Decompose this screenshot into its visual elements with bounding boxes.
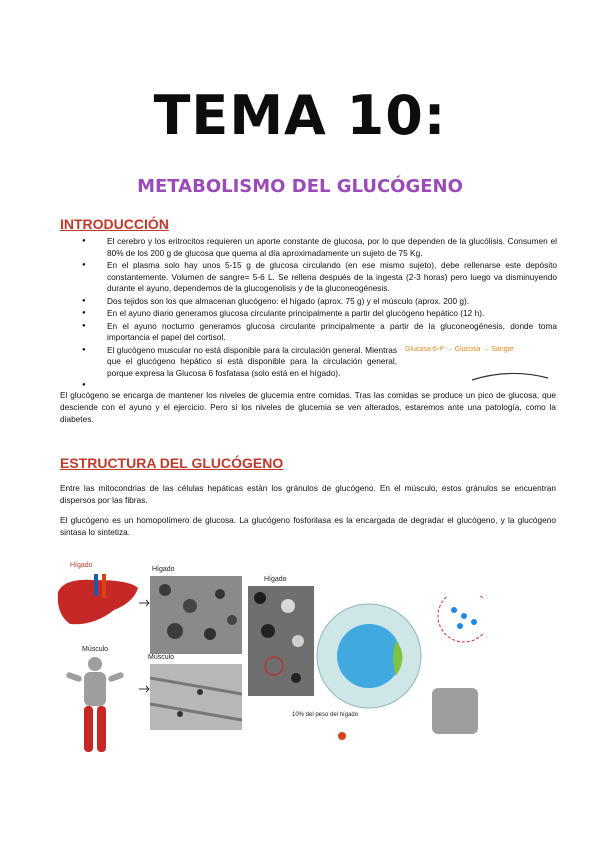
glucose-formula: Glucosa-6-P → Glucosa → Sangre [405, 346, 514, 353]
em-liver-label: Hígado [264, 576, 287, 583]
percent-label: 10% del peso del hígado [292, 712, 359, 718]
list-item: ● El cerebro y los eritrocitos requieren un aporte constante de glucosa, por lo que dependen de la glucólisis. Consumen el 80% de los 200 g de glucosa que quema al día aproximadamente un sujeto de 75 Kg. [82, 236, 557, 259]
estructura-paragraph-2: El glucógeno es un homopolímero de glucosa. La glucógeno fosforilasa es la encargada de degradar el glucógeno, y la glucógeno sintasa lo sintetiza. [60, 515, 556, 537]
list-item: ● Dos tejidos son los que almacenan glucógeno: el hígado (aprox. 75 g) y el músculo (aprox. 200 g). [82, 296, 557, 308]
list-item: ● En el ayuno nocturno generamos glucosa circulante principalmente a partir de la gluconeogénesis, donde toma importancia el papel del cortisol. [82, 321, 557, 344]
liver-micrograph-image [150, 576, 242, 654]
glycogen-figure [52, 548, 488, 760]
list-item: ● El glucógeno muscular no está disponible para la circulación general. Mientras que el glucógeno hepático si está disponible para la circulación general, porque expresa la Glucosa 6 fosfatasa (solo está en el hígado). [82, 345, 397, 380]
list-item: ● En el plasma solo hay unos 5-15 g de glucosa circulando (en ese mismo sujeto), debe rellenarse este depósito constantemente. Volumen de sangre= 5-6 L. Se rellena después de la ingesta (2-3 horas) pero luego va disminuyendo durante el ayuno, dependemos de la glucogenolisis y de la gluconeogénesis. [82, 260, 557, 295]
page-subtitle: METABOLISMO DEL GLUCÓGENO [137, 176, 463, 197]
liver-em-image [248, 586, 314, 696]
estructura-heading: ESTRUCTURA DEL GLUCÓGENO [60, 455, 284, 471]
liver-label: Hígado [70, 562, 93, 569]
liver-organ-icon [54, 574, 142, 630]
list-item: ● En el ayuno diario generamos glucosa circulante principalmente a partir del glucógeno hepático (12 h). [82, 308, 557, 320]
estructura-paragraph-1: Entre las mitocondrias de las células hepáticas están los gránulos de glucógeno. En el músculo, estos gránulos se encuentran dispersos por las fibras. [60, 483, 556, 505]
micrograph-muscle-label: Músculo [148, 654, 175, 661]
muscle-label: Músculo [82, 646, 109, 653]
intro-heading: INTRODUCCIÓN [60, 216, 169, 232]
muscle-micrograph-image [150, 664, 242, 730]
micrograph-liver-label: Hígado [152, 566, 175, 573]
curve-sketch [470, 370, 550, 382]
intro-paragraph: El glucógeno se encarga de mantener los niveles de glucemia entre comidas. Tras las comidas se produce un pico de glucosa, que desciende con el ayuno y el ejercicio. Pero si los niveles de glucemia se ven alterados, estaremos ante una patología, como la diabetes. [60, 390, 556, 424]
muscle-body-icon [56, 656, 134, 758]
page-title: TEMA 10: [153, 84, 447, 147]
glycogen-granule-diagram [314, 596, 484, 756]
